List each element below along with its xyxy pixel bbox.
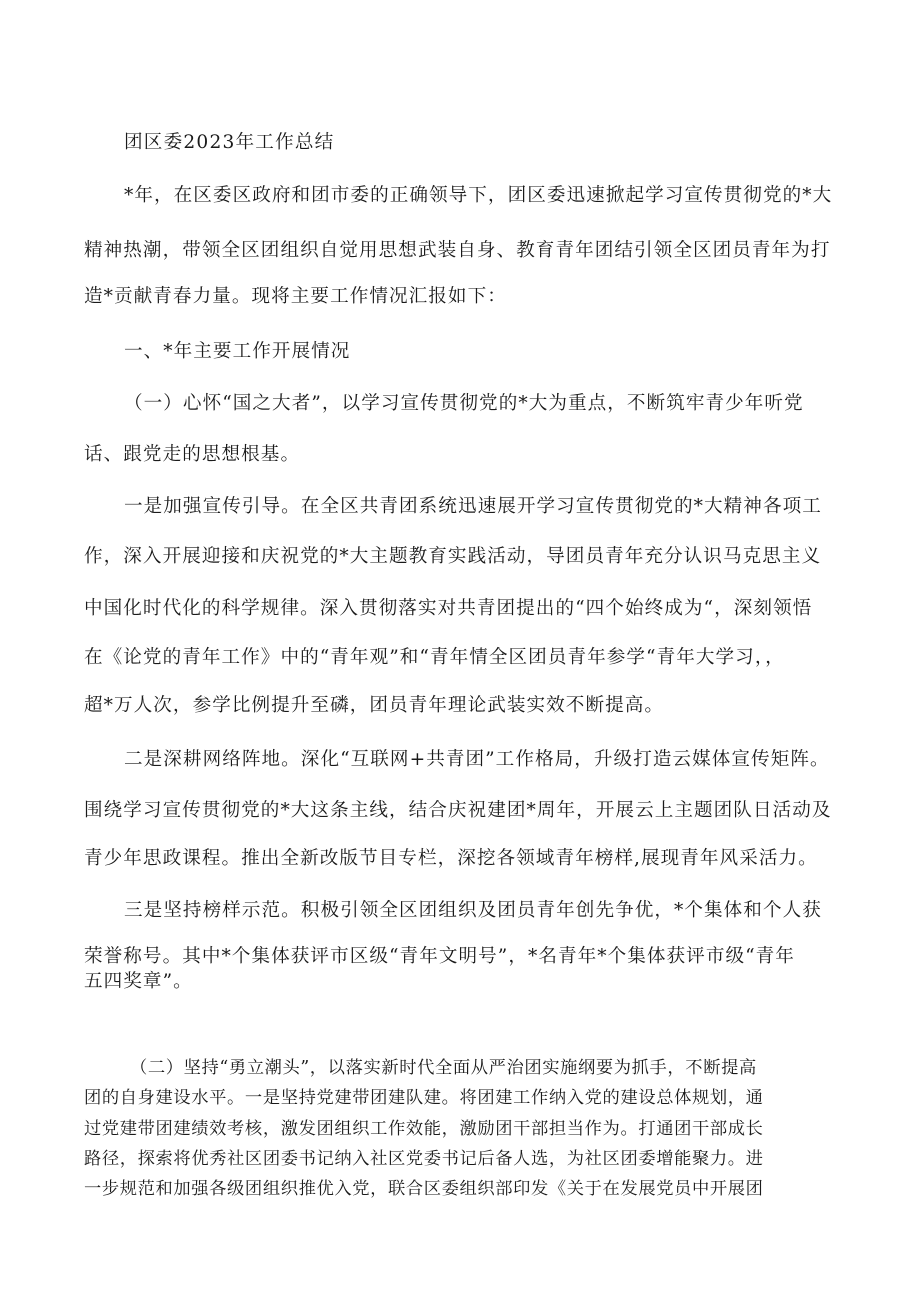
paragraph-line: 在《论党的青年工作》中的“青年观”和“青年情全区团员青年参学“青年大学习，， — [84, 647, 785, 668]
subsection-line: 话、跟党走的思想根基。 — [84, 444, 301, 465]
paragraph-line: 围绕学习宣传贯彻党的*大这条主线，结合庆祝建团*周年，开展云上主题团队日活动及 — [84, 800, 832, 821]
subsection-line: （一）心怀“国之大者”，以学习宣传贯彻党的*大为重点，不断筑牢青少年听党 — [124, 393, 804, 414]
paragraph-line: 五四奖章”。 — [84, 971, 193, 992]
paragraph-line: 青少年思政课程。推出全新改版节目专栏，深挖各领域青年榜样,展现青年风采活力。 — [84, 848, 818, 869]
intro-line: 造*贡献青春力量。现将主要工作情况汇报如下： — [84, 286, 507, 307]
paragraph-line: 中国化时代化的科学规律。深入贯彻落实对共青团提出的“四个始终成为“，深刻领悟 — [84, 598, 813, 619]
subsection-line: 一步规范和加强各级团组织推优入党，联合区委组织部印发《关于在发展党员中开展团 — [84, 1179, 764, 1199]
section-heading: 一、*年主要工作开展情况 — [124, 341, 351, 362]
paragraph-line: 作，深入开展迎接和庆祝党的*大主题教育实践活动，导团员青年充分认识马克思主义 — [84, 546, 822, 567]
paragraph-line: 二是深耕网络阵地。深化“互联网+共青团”工作格局，升级打造云媒体宣传矩阵。 — [124, 749, 830, 770]
paragraph-line: 一是加强宣传引导。在全区共青团系统迅速展开学习宣传贯彻党的*大精神各项工 — [124, 496, 822, 517]
intro-line: 精神热潮，带领全区团组织自觉用思想武装自身、教育青年团结引领全区团员青年为打 — [84, 240, 831, 261]
paragraph-line: 超*万人次，参学比例提升至磷，团员青年理论武装实效不断提高。 — [84, 695, 665, 716]
paragraph-line: 三是坚持榜样示范。积极引领全区团组织及团员青年创先争优，*个集体和个人获 — [124, 900, 822, 921]
subsection-line: 过党建带团建绩效考核，激发团组织工作效能，激励团干部担当作为。打通团干部成长 — [84, 1119, 764, 1139]
document-title: 团区委2023年工作总结 — [124, 132, 335, 153]
subsection-line: （二）坚持“勇立潮头”，以落实新时代全面从严治团实施纲要为抓手，不断提高 — [130, 1058, 757, 1078]
subsection-line: 团的自身建设水平。一是坚持党建带团建队建。将团建工作纳入党的建设总体规划，通 — [84, 1088, 764, 1108]
subsection-line: 路径，探索将优秀社区团委书记纳入社区党委书记后备人选，为社区团委增能聚力。进 — [84, 1149, 764, 1169]
paragraph-line: 荣誉称号。其中*个集体获评市区级“青年文明号”，*名青年*个集体获评市级“青年 — [84, 946, 795, 967]
intro-line: *年，在区委区政府和团市委的正确领导下，团区委迅速掀起学习宣传贯彻党的*大 — [124, 185, 833, 206]
